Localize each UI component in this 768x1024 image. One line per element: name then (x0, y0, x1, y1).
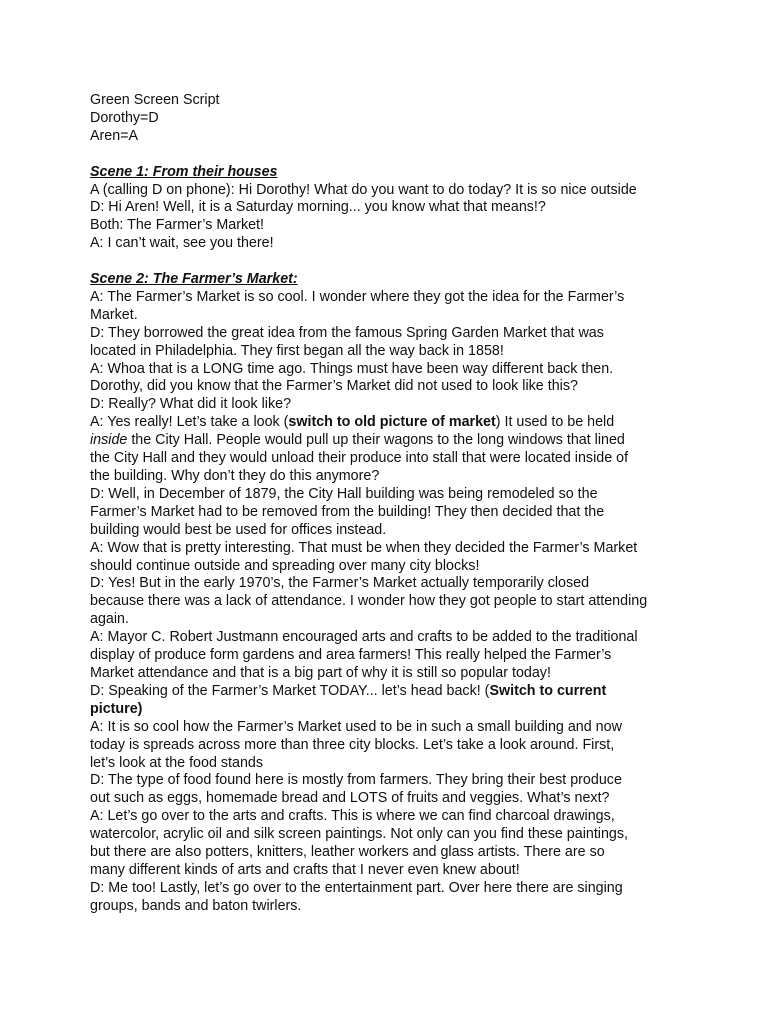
spacer (90, 253, 690, 271)
scene-2-heading: Scene 2: The Farmer’s Market: (90, 271, 298, 288)
dialogue-line: Both: The Farmer’s Market! (90, 217, 265, 234)
dialogue-line: D: The type of food found here is mostly from farmers. They bring their best produce (90, 772, 622, 789)
dialogue-line: the building. Why don’t they do this anymore? (90, 468, 380, 484)
stage-direction: switch to old picture of market (288, 414, 496, 431)
dialogue-line: but there are also potters, knitters, leather workers and glass artists. There are so (90, 844, 605, 861)
document-title: Green Screen Script (90, 92, 220, 108)
dialogue-line: groups, bands and baton twirlers. (90, 897, 302, 914)
dialogue-line: A: It is so cool how the Farmer’s Market used to be in such a small building and now (90, 718, 622, 735)
dialogue-line: A: Let’s go over to the arts and crafts. This is where we can find charcoal drawings, (90, 808, 615, 825)
dialogue-text: the City Hall. People would pull up their wagons to the long windows that lined (127, 432, 625, 449)
dialogue-line: many different kinds of arts and crafts that I never even knew about! (90, 861, 520, 878)
dialogue-line: let’s look at the food stands (90, 754, 264, 771)
dialogue-line: Farmer’s Market had to be removed from the building! They then decided that the (90, 503, 605, 520)
dialogue-line: watercolor, acrylic oil and silk screen paintings. Not only can you find these paintings, (90, 826, 629, 843)
dialogue-line: today is spreads across more than three city blocks. Let’s take a look around. First, (90, 736, 615, 753)
dialogue-line: again. (90, 611, 129, 628)
stage-direction: Switch to current (489, 682, 607, 699)
dialogue-text: A: Yes really! Let’s take a look ( (90, 414, 289, 431)
dialogue-line: D: They borrowed the great idea from the famous Spring Garden Market that was (90, 324, 604, 341)
scene-1-heading: Scene 1: From their houses (90, 163, 278, 180)
cast-dorothy: Dorothy=D (90, 109, 159, 126)
dialogue-line: the City Hall and they would unload their produce into stall that were located inside of (90, 450, 629, 467)
dialogue-line: Market attendance and that is a big part of why it is still so popular today! (90, 664, 551, 681)
dialogue-line: A: The Farmer’s Market is so cool. I wonder where they got the idea for the Farmer’s (90, 288, 625, 305)
cast-aren: Aren=A (90, 127, 139, 144)
dialogue-line: A: Whoa that is a LONG time ago. Things must have been way different back then. (90, 360, 614, 377)
dialogue-text: ) It used to be held (495, 414, 615, 431)
dialogue-line (90, 414, 690, 432)
script-document (90, 92, 690, 916)
dialogue-line: D: Hi Aren! Well, it is a Saturday morning... you know what that means!? (90, 199, 546, 216)
dialogue-line: out such as eggs, homemade bread and LOTS of fruits and veggies. What’s next? (90, 790, 610, 807)
dialogue-text: D: Speaking of the Farmer’s Market TODAY... let’s head back! ( (90, 682, 490, 699)
dialogue-line (90, 432, 690, 450)
dialogue-line (90, 683, 690, 701)
emphasis-text: inside (90, 432, 128, 449)
dialogue-line: A (calling D on phone): Hi Dorothy! What do you want to do today? It is so nice outside (90, 181, 637, 198)
dialogue-line: D: Me too! Lastly, let’s go over to the entertainment part. Over here there are singing (90, 879, 623, 896)
dialogue-line: should continue outside and spreading over many city blocks! (90, 557, 480, 574)
dialogue-line: Market. (90, 306, 138, 323)
dialogue-line: Dorothy, did you know that the Farmer’s Market did not used to look like this? (90, 378, 578, 395)
dialogue-line: A: Wow that is pretty interesting. That must be when they decided the Farmer’s Market (90, 539, 638, 556)
stage-direction: picture) (90, 700, 143, 717)
dialogue-line: A: I can’t wait, see you there! (90, 235, 274, 252)
dialogue-line: building would best be used for offices instead. (90, 521, 387, 538)
dialogue-line: A: Mayor C. Robert Justmann encouraged arts and crafts to be added to the traditional (90, 629, 638, 646)
spacer (90, 146, 690, 164)
dialogue-line: D: Really? What did it look like? (90, 396, 292, 413)
dialogue-line: because there was a lack of attendance. I wonder how they got people to start attending (90, 593, 648, 610)
dialogue-line: D: Well, in December of 1879, the City Hall building was being remodeled so the (90, 485, 598, 502)
dialogue-line: display of produce form gardens and area farmers! This really helped the Farmer’s (90, 647, 612, 664)
dialogue-line (90, 701, 690, 719)
dialogue-line: located in Philadelphia. They first began all the way back in 1858! (90, 342, 504, 359)
dialogue-line: D: Yes! But in the early 1970’s, the Farmer’s Market actually temporarily closed (90, 575, 590, 592)
